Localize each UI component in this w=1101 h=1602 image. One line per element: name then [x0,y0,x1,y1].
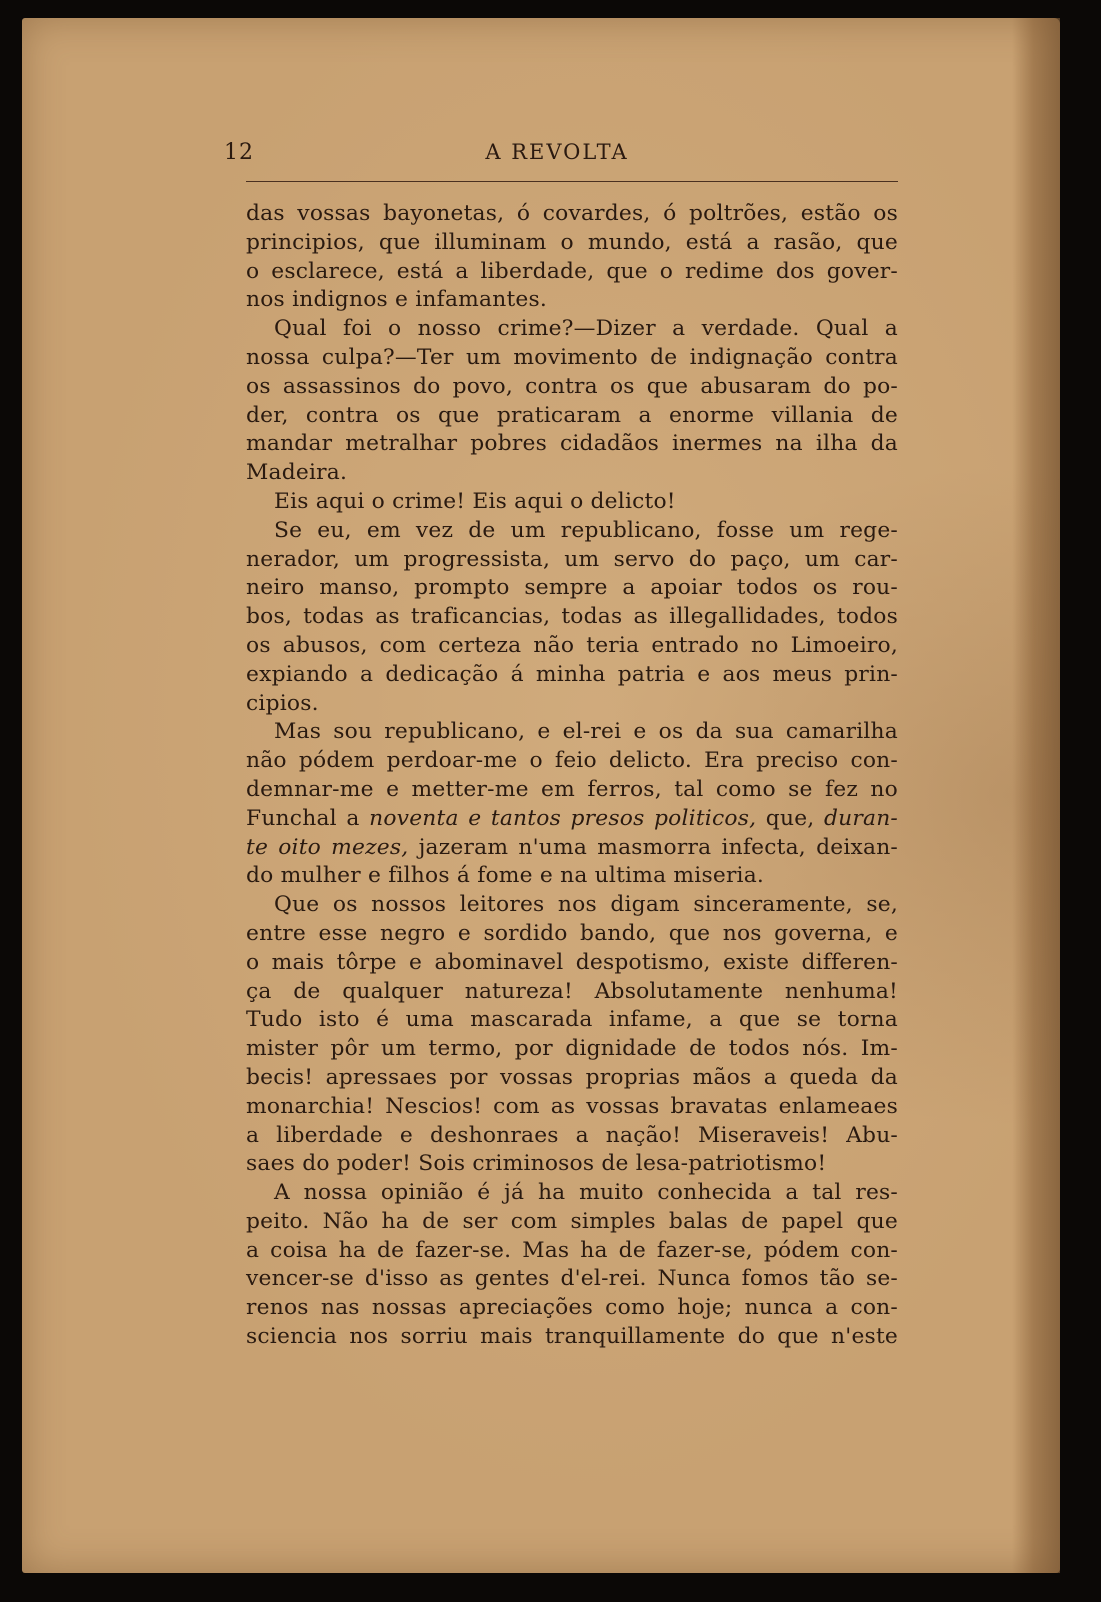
text-line: bos, todas as traficancias, todas as illegallidades, todos [246,604,898,630]
italic-segment: te oito mezes, [246,834,409,860]
text-line: peito. Não ha de ser com simples balas de papel que [246,1208,898,1234]
text-line: os assassinos do povo, contra os que abusaram do po- [246,373,898,399]
text-line: o mais tôrpe e abominavel despotismo, existe differen- [246,949,898,975]
text-line: renos nas nossas apreciações como hoje; nunca a con- [246,1295,898,1321]
text-line: neiro manso, prompto sempre a apoiar todos os rou- [246,575,898,601]
text-segment: que, [765,805,815,831]
text-line: mandar metralhar pobres cidadãos inermes na ilha da [246,431,898,457]
text-line: nossa culpa?—Ter um movimento de indignação contra [246,344,898,370]
text-line: do mulher e filhos á fome e na ultima miseria. [246,863,765,889]
text-line: nerador, um progressista, um servo do paço, um car- [246,546,898,572]
text-line-mixed [246,805,898,834]
text-segment: Funchal a [246,805,360,831]
text-segment: jazeram n'uma masmorra infecta, deixan- [418,834,898,860]
text-line: Se eu, em vez de um republicano, fosse um rege- [274,517,898,543]
text-line: monarchia! Nescios! com as vossas bravatas enlameaes [246,1093,898,1119]
text-line: saes do poder! Sois criminosos de lesa-patriotismo! [246,1151,827,1177]
page-number: 12 [224,140,254,165]
text-line: principios, que illuminam o mundo, está a rasão, que [246,229,898,255]
page-header [224,126,900,166]
text-line: becis! apressaes por vossas proprias mãos a queda da [246,1064,898,1090]
text-line: a liberdade e deshonraes a nação! Miseraveis! Abu- [246,1122,898,1148]
text-line: Eis aqui o crime! Eis aqui o delicto! [274,488,676,514]
text-line: A nossa opinião é já ha muito conhecida a tal res- [274,1180,898,1206]
text-line: Mas sou republicano, e el-rei e os da sua camarilha [274,719,898,745]
text-line: Tudo isto é uma mascarada infame, a que se torna [246,1007,898,1033]
text-line: Qual foi o nosso crime?—Dizer a verdade. Qual a [274,316,898,342]
page-spine-shadow [1012,18,1060,1573]
body-text [246,200,898,1352]
text-line: vencer-se d'isso as gentes d'el-rei. Nunca fomos tão se- [246,1266,898,1292]
text-line: cipios. [246,690,319,716]
italic-segment: noventa e tantos presos politicos, [369,805,757,831]
text-line: os abusos, com certeza não teria entrado no Limoeiro, [246,632,898,658]
text-line-mixed [246,834,898,863]
text-line: ça de qualquer natureza! Absolutamente nenhuma! [246,978,898,1004]
text-line: a coisa ha de fazer-se. Mas ha de fazer-se, pódem con- [246,1237,898,1263]
running-title: A REVOLTA [485,140,629,164]
text-line: Madeira. [246,460,348,486]
text-line: nos indignos e infamantes. [246,287,548,313]
text-line: não pódem perdoar-me o feio delicto. Era preciso con- [246,748,898,774]
text-line: demnar-me e metter-me em ferros, tal como se fez no [246,776,898,802]
text-line: Que os nossos leitores nos digam sinceramente, se, [274,892,898,918]
text-line: o esclarece, está a liberdade, que o redime dos gover- [246,258,898,284]
text-line: expiando a dedicação á minha patria e aos meus prin- [246,661,898,687]
header-rule [246,181,898,182]
text-line: mister pôr um termo, por dignidade de todos nós. Im- [246,1036,898,1062]
text-line: das vossas bayonetas, ó covardes, ó poltrões, estão os [246,201,898,226]
text-line: der, contra os que praticaram a enorme villania de [246,402,898,428]
text-line: sciencia nos sorriu mais tranquillamente do que n'este [246,1324,898,1350]
italic-segment: duran- [823,805,898,831]
text-line: entre esse negro e sordido bando, que nos governa, e [246,920,898,946]
